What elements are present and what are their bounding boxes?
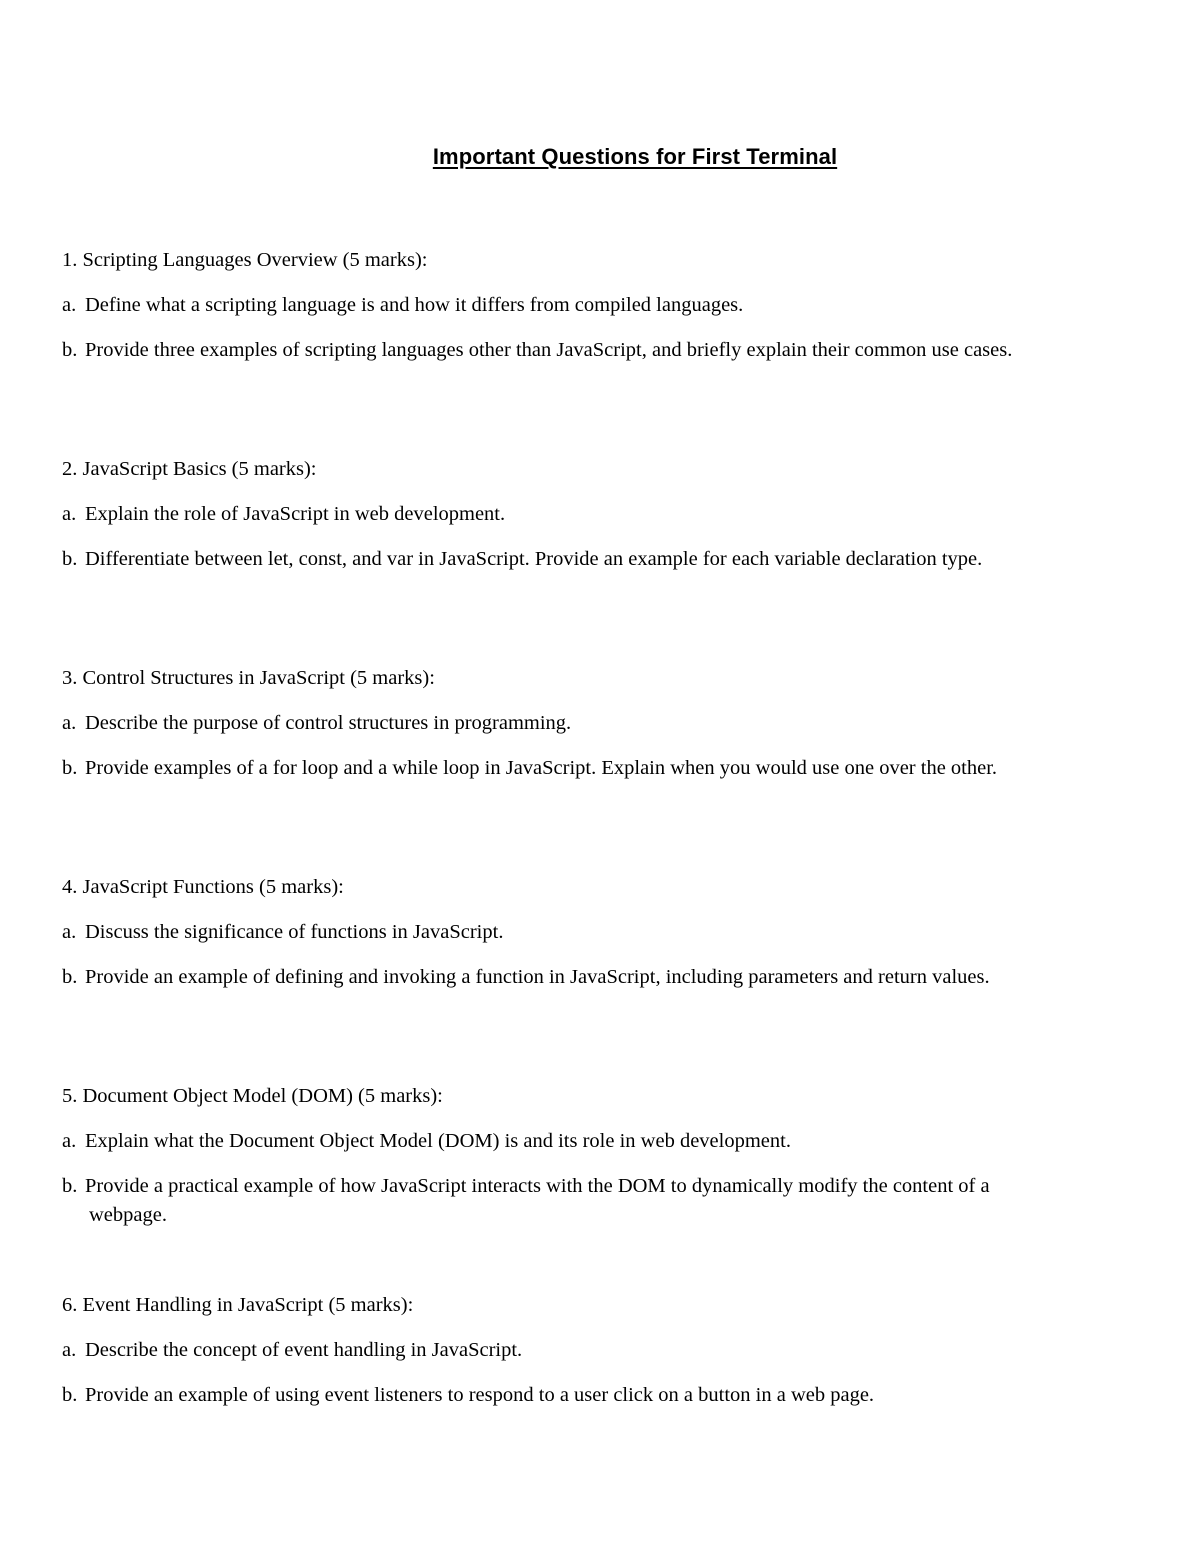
part-text: Explain what the Document Object Model (DOM) is and its role in web development. (85, 1130, 791, 1152)
question-part-a (62, 1127, 1072, 1156)
part-text: Provide examples of a for loop and a while loop in JavaScript. Explain when you would use one over the other. (85, 757, 998, 779)
question-part-b (62, 754, 1072, 783)
question-heading: 4. JavaScript Functions (5 marks): (62, 876, 344, 898)
part-letter: b. (62, 1384, 78, 1406)
question-2 (62, 455, 1072, 574)
part-letter: a. (62, 1130, 77, 1152)
part-letter: a. (62, 921, 77, 943)
part-text: Provide three examples of scripting languages other than JavaScript, and briefly explain their common use cases. (85, 339, 1013, 361)
part-text: Provide an example of using event listeners to respond to a user click on a button in a web page. (85, 1384, 875, 1406)
part-text: Provide an example of defining and invoking a function in JavaScript, including parameters and return values. (85, 966, 990, 988)
part-letter: b. (62, 757, 78, 779)
question-heading: 5. Document Object Model (DOM) (5 marks): (62, 1085, 443, 1107)
question-1 (62, 246, 1072, 365)
question-part-b (62, 1172, 1072, 1230)
part-letter: a. (62, 1339, 77, 1361)
part-text: Explain the role of JavaScript in web development. (85, 503, 506, 525)
part-letter: b. (62, 339, 78, 361)
part-letter: a. (62, 294, 77, 316)
question-4 (62, 873, 1072, 992)
question-part-a (62, 918, 1072, 947)
part-letter: b. (62, 548, 78, 570)
question-part-a (62, 1336, 1072, 1365)
question-heading: 6. Event Handling in JavaScript (5 marks): (62, 1294, 414, 1316)
question-heading: 1. Scripting Languages Overview (5 marks): (62, 249, 428, 271)
question-6 (62, 1291, 1072, 1410)
part-text: Describe the purpose of control structures in programming. (85, 712, 572, 734)
part-letter: b. (62, 1175, 78, 1197)
page-title: Important Questions for First Terminal (432, 144, 838, 169)
question-part-a (62, 709, 1072, 738)
part-text: Provide a practical example of how JavaScript interacts with the DOM to dynamically modify the content of a webpage. (85, 1175, 990, 1226)
part-letter: a. (62, 503, 77, 525)
question-5 (62, 1082, 1072, 1230)
question-part-b (62, 336, 1072, 365)
question-part-b (62, 545, 1072, 574)
part-text: Define what a scripting language is and how it differs from compiled languages. (85, 294, 744, 316)
question-part-b (62, 1381, 1072, 1410)
part-letter: a. (62, 712, 77, 734)
part-text: Differentiate between let, const, and var in JavaScript. Provide an example for each variable declaration type. (85, 548, 983, 570)
part-letter: b. (62, 966, 78, 988)
question-3 (62, 664, 1072, 783)
question-part-a (62, 500, 1072, 529)
question-heading: 2. JavaScript Basics (5 marks): (62, 458, 317, 480)
question-part-a (62, 291, 1072, 320)
part-text: Discuss the significance of functions in JavaScript. (85, 921, 504, 943)
question-part-b (62, 963, 1072, 992)
question-heading: 3. Control Structures in JavaScript (5 marks): (62, 667, 435, 689)
part-text: Describe the concept of event handling in JavaScript. (85, 1339, 523, 1361)
